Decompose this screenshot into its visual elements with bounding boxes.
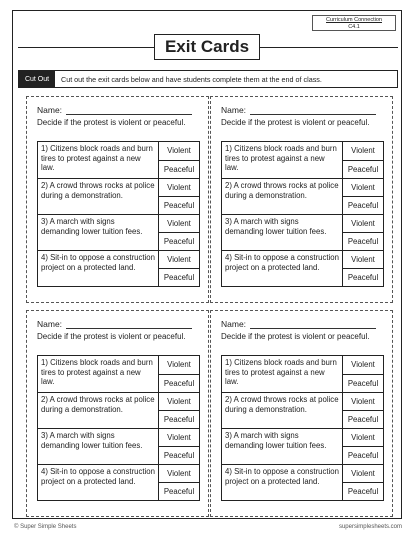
violent-option[interactable]: Violent <box>351 146 375 156</box>
violent-option[interactable]: Violent <box>167 433 191 442</box>
statement: 4) Sit-in to oppose a construction project on a protected land. <box>222 465 343 500</box>
instructions-tag: Cut Out <box>19 71 55 87</box>
statement: 1) Citizens block roads and burn tires to protest against a new law. <box>222 356 343 392</box>
statement: 4) Sit-in to oppose a construction project on a protected land. <box>38 251 159 286</box>
violent-option[interactable]: Violent <box>167 255 191 264</box>
table-row <box>38 428 199 464</box>
question-table <box>221 141 384 287</box>
statement: 2) A crowd throws rocks at police during a demonstration. <box>222 179 343 214</box>
table-row <box>222 428 383 464</box>
question-table <box>37 355 200 501</box>
page-title: Exit Cards <box>154 34 260 60</box>
instructions-bar <box>18 70 398 88</box>
statement: 3) A march with signs demanding lower tuition fees. <box>38 429 159 464</box>
violent-option[interactable]: Violent <box>167 469 191 478</box>
name-row <box>37 101 200 115</box>
statement: 2) A crowd throws rocks at police during a demonstration. <box>38 393 159 428</box>
peaceful-option[interactable]: Peaceful <box>343 196 383 214</box>
exit-card <box>26 310 209 517</box>
exit-card <box>210 96 393 303</box>
question-text: Decide if the protest is violent or peaceful. <box>37 332 186 341</box>
violent-option[interactable]: Violent <box>351 183 375 192</box>
question-text: Decide if the protest is violent or peaceful. <box>37 118 186 127</box>
name-line[interactable] <box>66 318 192 329</box>
violent-option[interactable]: Violent <box>351 397 375 406</box>
table-row <box>222 214 383 250</box>
question-text: Decide if the protest is violent or peaceful. <box>221 118 370 127</box>
table-row <box>38 178 199 214</box>
peaceful-option[interactable]: Peaceful <box>343 374 383 393</box>
peaceful-option[interactable]: Peaceful <box>159 374 199 393</box>
statement: 3) A march with signs demanding lower tuition fees. <box>222 429 343 464</box>
name-line[interactable] <box>250 318 376 329</box>
curriculum-connection-box <box>312 15 396 31</box>
violent-option[interactable]: Violent <box>167 183 191 192</box>
table-row <box>38 142 199 178</box>
name-row <box>221 101 384 115</box>
peaceful-option[interactable]: Peaceful <box>159 160 199 179</box>
name-label: Name: <box>221 319 247 329</box>
table-row <box>38 250 199 286</box>
peaceful-option[interactable]: Peaceful <box>343 232 383 250</box>
peaceful-option[interactable]: Peaceful <box>159 268 199 286</box>
peaceful-option[interactable]: Peaceful <box>159 446 199 464</box>
statement: 2) A crowd throws rocks at police during a demonstration. <box>38 179 159 214</box>
name-line[interactable] <box>250 104 376 115</box>
statement: 1) Citizens block roads and burn tires to protest against a new law. <box>38 142 159 178</box>
statement: 1) Citizens block roads and burn tires to protest against a new law. <box>222 142 343 178</box>
statement: 1) Citizens block roads and burn tires to protest against a new law. <box>38 356 159 392</box>
table-row <box>222 464 383 500</box>
name-line[interactable] <box>66 104 192 115</box>
table-row <box>222 356 383 392</box>
footer-website: supersimplesheets.com <box>338 524 402 530</box>
table-row <box>222 250 383 286</box>
table-row <box>38 356 199 392</box>
peaceful-option[interactable]: Peaceful <box>159 196 199 214</box>
table-row <box>222 178 383 214</box>
peaceful-option[interactable]: Peaceful <box>343 268 383 286</box>
question-text: Decide if the protest is violent or peaceful. <box>221 332 370 341</box>
violent-option[interactable]: Violent <box>167 146 191 156</box>
curriculum-connection-label: Curriculum Connection <box>326 17 382 23</box>
question-table <box>221 355 384 501</box>
peaceful-option[interactable]: Peaceful <box>159 410 199 428</box>
violent-option[interactable]: Violent <box>167 360 191 370</box>
table-row <box>222 392 383 428</box>
table-row <box>38 392 199 428</box>
name-label: Name: <box>37 319 63 329</box>
violent-option[interactable]: Violent <box>351 469 375 478</box>
peaceful-option[interactable]: Peaceful <box>343 446 383 464</box>
statement: 3) A march with signs demanding lower tuition fees. <box>222 215 343 250</box>
statement: 4) Sit-in to oppose a construction project on a protected land. <box>38 465 159 500</box>
peaceful-option[interactable]: Peaceful <box>159 232 199 250</box>
instructions-text: Cut out the exit cards below and have students complete them at the end of class. <box>61 74 322 84</box>
violent-option[interactable]: Violent <box>167 397 191 406</box>
statement: 2) A crowd throws rocks at police during a demonstration. <box>222 393 343 428</box>
statement: 3) A march with signs demanding lower tuition fees. <box>38 215 159 250</box>
name-row <box>221 315 384 329</box>
exit-card <box>210 310 393 517</box>
violent-option[interactable]: Violent <box>351 219 375 228</box>
footer-copyright: © Super Simple Sheets <box>14 524 77 530</box>
exit-card <box>26 96 209 303</box>
name-label: Name: <box>221 105 247 115</box>
peaceful-option[interactable]: Peaceful <box>159 482 199 500</box>
name-row <box>37 315 200 329</box>
violent-option[interactable]: Violent <box>351 255 375 264</box>
violent-option[interactable]: Violent <box>167 219 191 228</box>
peaceful-option[interactable]: Peaceful <box>343 482 383 500</box>
violent-option[interactable]: Violent <box>351 360 375 370</box>
table-row <box>222 142 383 178</box>
violent-option[interactable]: Violent <box>351 433 375 442</box>
curriculum-code: C4.1 <box>348 23 360 30</box>
peaceful-option[interactable]: Peaceful <box>343 410 383 428</box>
peaceful-option[interactable]: Peaceful <box>343 160 383 179</box>
table-row <box>38 464 199 500</box>
question-table <box>37 141 200 287</box>
name-label: Name: <box>37 105 63 115</box>
statement: 4) Sit-in to oppose a construction project on a protected land. <box>222 251 343 286</box>
table-row <box>38 214 199 250</box>
